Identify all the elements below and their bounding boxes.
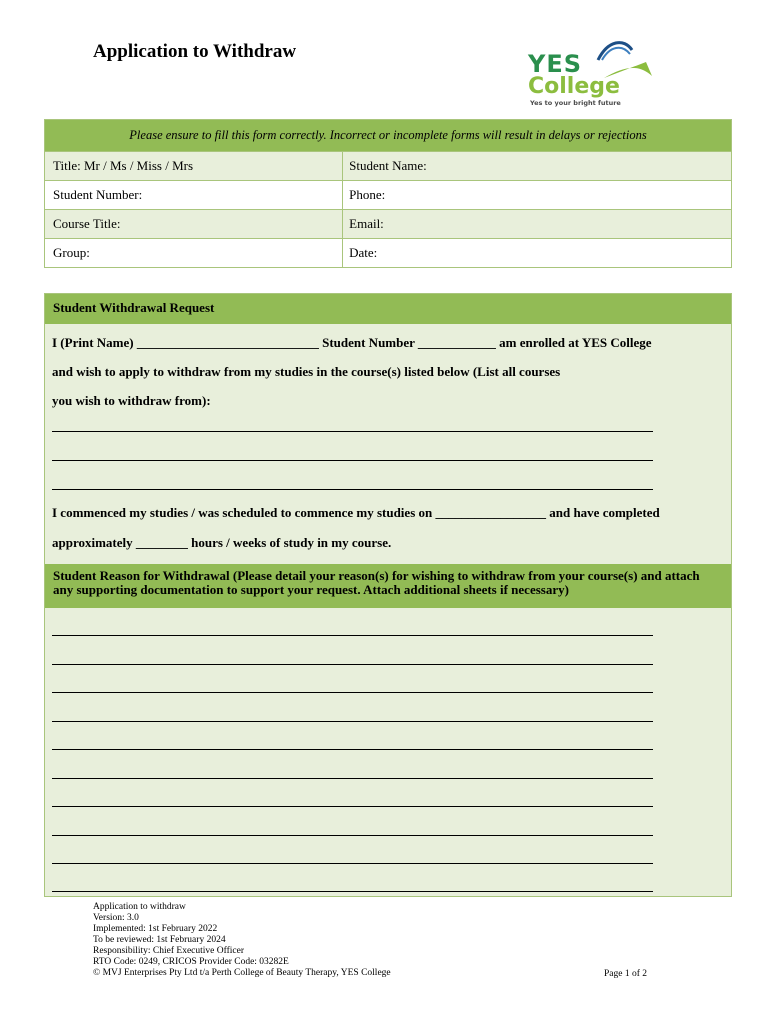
reason-write-line[interactable]: [52, 635, 653, 636]
reason-heading: Student Reason for Withdrawal (Please detail your reason(s) for wishing to withdraw from your course(s) and attach any supporting documentation to support your request. Attach additional sheets if necessary): [53, 568, 700, 597]
document-footer: [93, 902, 391, 979]
form-row: [45, 151, 731, 180]
course-title-field[interactable]: Course Title:: [53, 216, 121, 231]
footer-implemented: Implemented: 1st February 2022: [93, 924, 218, 934]
college-logo: [524, 28, 674, 112]
commenced-line[interactable]: I commenced my studies / was scheduled to commence my studies on _________________ and have completed: [52, 505, 660, 520]
reason-heading-bar: [45, 564, 731, 608]
reason-write-line[interactable]: [52, 891, 653, 892]
form-row: [45, 209, 731, 238]
reason-write-line[interactable]: [52, 778, 653, 779]
reason-write-line[interactable]: [52, 749, 653, 750]
reason-write-line[interactable]: [52, 835, 653, 836]
student-number-field[interactable]: Student Number:: [53, 187, 143, 202]
print-name-line[interactable]: I (Print Name) ____________________________ Student Number ____________ am enrolled at YES College: [52, 335, 652, 350]
course-write-line[interactable]: [52, 431, 653, 432]
footer-codes: RTO Code: 0249, CRICOS Provider Code: 03282E: [93, 957, 289, 967]
form-notice: Please ensure to fill this form correctly. Incorrect or incomplete forms will result in delays or rejections: [45, 120, 731, 151]
details-form: [44, 119, 732, 268]
student-name-field[interactable]: Student Name:: [342, 152, 731, 180]
logo-yes-text: YES: [528, 50, 583, 78]
page-number: Page 1 of 2: [604, 969, 648, 979]
form-row: [45, 238, 731, 267]
phone-field[interactable]: Phone:: [342, 181, 731, 209]
hours-line[interactable]: approximately ________ hours / weeks of study in my course.: [52, 535, 392, 550]
courses-line-continued: you wish to withdraw from):: [52, 393, 211, 408]
withdrawal-request-heading: Student Withdrawal Request: [45, 294, 731, 324]
courses-line: and wish to apply to withdraw from my studies in the course(s) listed below (List all courses: [52, 364, 561, 379]
email-field[interactable]: Email:: [342, 210, 731, 238]
footer-version: Version: 3.0: [93, 913, 139, 923]
group-field[interactable]: Group:: [53, 245, 90, 260]
reason-write-line[interactable]: [52, 721, 653, 722]
footer-copyright: © MVJ Enterprises Pty Ltd t/a Perth College of Beauty Therapy, YES College: [93, 968, 391, 978]
logo-tagline: Yes to your bright future: [530, 99, 621, 107]
course-write-line[interactable]: [52, 489, 653, 490]
course-write-line[interactable]: [52, 460, 653, 461]
footer-review: To be reviewed: 1st February 2024: [93, 935, 226, 945]
page-title: Application to Withdraw: [93, 41, 297, 62]
footer-doc-name: Application to withdraw: [93, 902, 186, 912]
title-field[interactable]: Title: Mr / Ms / Miss / Mrs: [53, 158, 194, 173]
form-row: [45, 180, 731, 209]
footer-responsibility: Responsibility: Chief Executive Officer: [93, 946, 244, 956]
logo-college-text: College: [528, 74, 620, 99]
reason-write-line[interactable]: [52, 863, 653, 864]
reason-write-line[interactable]: [52, 692, 653, 693]
reason-write-line[interactable]: [52, 806, 653, 807]
reason-write-line[interactable]: [52, 664, 653, 665]
date-field[interactable]: Date:: [342, 239, 731, 267]
